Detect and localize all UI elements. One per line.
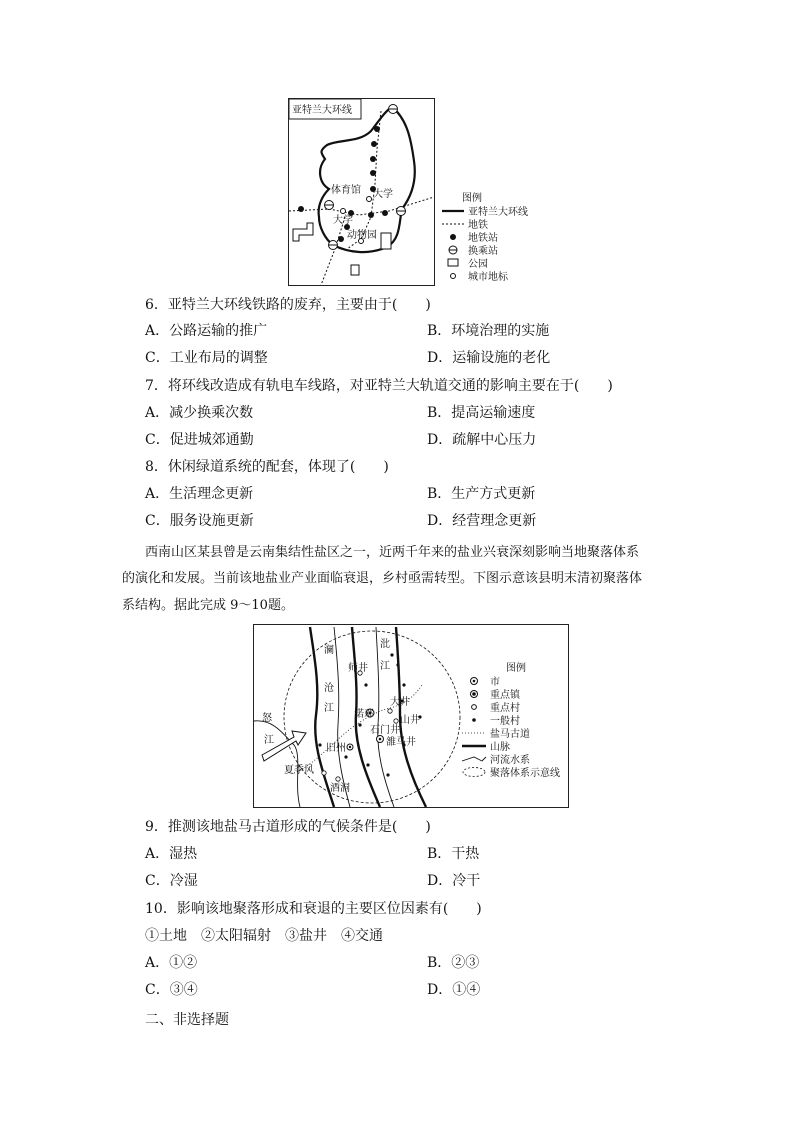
place-jiuzhou: 旧州 (326, 743, 346, 754)
river-label-nu-jiang: 江 (264, 735, 274, 746)
atlanta-legend-svg (440, 190, 550, 286)
legend2-system-line: 聚落体系示意线 (490, 768, 560, 779)
atlanta-legend (440, 190, 550, 286)
q6-option-d[interactable]: D．运输设施的老化 (427, 350, 551, 366)
passage-line-1: 西南山区某县曾是云南集结性盐区之一，近两千年来的盐业兴衰深刻影响当地聚落体系 (145, 545, 640, 560)
legend1-station: 地铁站 (468, 233, 498, 244)
landmark-stadium (341, 209, 346, 214)
q10-option-a[interactable]: A．①② (145, 955, 198, 971)
river-label-jiang: 江 (324, 703, 334, 714)
legend1-landmark: 城市地标 (468, 272, 508, 283)
metro-line-sw (321, 217, 345, 285)
river-label-bi-jiang: 江 (380, 661, 390, 672)
legend1-transfer: 换乘站 (468, 246, 498, 257)
q6-option-a[interactable]: A．公路运输的推广 (145, 323, 268, 339)
q8-option-c[interactable]: C．服务设施更新 (145, 513, 254, 529)
q8-option-a[interactable]: A．生活理念更新 (145, 486, 254, 502)
label-stadium: 体育馆 (331, 185, 361, 196)
salt-map-legend (462, 661, 560, 779)
river-label-bi: 沘 (380, 639, 390, 650)
q9-option-c[interactable]: C．冷湿 (145, 873, 198, 889)
label-univ-2: 大学 (333, 215, 353, 226)
legend1-park: 公园 (468, 259, 488, 270)
q7-option-c[interactable]: C．促进城郊通勤 (145, 432, 254, 448)
q10-option-d[interactable]: D．①④ (427, 982, 481, 998)
river-label-cang: 沧 (324, 683, 334, 694)
atlanta-map-svg (289, 99, 434, 285)
atlanta-map-figure (288, 98, 435, 286)
salt-road-map-svg (254, 625, 568, 807)
q7-option-b[interactable]: B．提高运输速度 (427, 405, 536, 421)
map-title: 亚特兰大环线 (292, 105, 352, 116)
place-dajing: 大井 (390, 697, 410, 708)
legend2-mountain: 山脉 (490, 742, 510, 753)
park-1 (381, 233, 391, 249)
question-8-stem: 8．休闲绿道系统的配套，体现了( ) (145, 459, 389, 475)
salt-road-map-figure (253, 624, 569, 808)
question-6-stem: 6．亚特兰大环线铁路的废弃，主要由于( ) (145, 297, 431, 313)
q9-option-b[interactable]: B．干热 (427, 846, 480, 862)
landmark-univ (367, 197, 372, 202)
q6-option-c[interactable]: C．工业布局的调整 (145, 350, 268, 366)
park-2 (351, 265, 359, 275)
passage-line-3: 系结构。据此完成 9～10题。 (122, 598, 294, 613)
q10-option-b[interactable]: B．②③ (427, 955, 480, 971)
key-town-jiuzhou-core (349, 746, 351, 748)
section-heading: 二、非选择题 (145, 1012, 229, 1028)
legend2-city: 市 (490, 677, 500, 688)
legend2-key-town: 重点镇 (490, 690, 520, 701)
label-univ: 大学 (373, 189, 393, 200)
place-jiudong: 酒洞 (330, 783, 350, 794)
place-shimenjing: 石门井 (370, 725, 400, 736)
place-jiumajing: 雒马井 (386, 737, 416, 748)
question-9-stem: 9．推测该地盐马古道形成的气候条件是( ) (145, 819, 431, 835)
legend2-river: 河流水系 (490, 755, 530, 766)
legend1-beltline: 亚特兰大环线 (468, 207, 528, 218)
place-nuodeng: 诺邓 (354, 709, 374, 720)
q10-option-c[interactable]: C．③④ (145, 982, 198, 998)
place-shanjing: 山井 (400, 715, 420, 726)
key-town-marker-core (379, 738, 382, 741)
metro-line-ew (289, 197, 434, 215)
q7-option-a[interactable]: A．减少换乘次数 (145, 405, 254, 421)
place-shijing: 师井 (348, 663, 368, 674)
legend2-salt-road: 盐马古道 (490, 729, 530, 740)
question-7-stem: 7．将环线改造成有轨电车线路，对亚特兰大轨道交通的影响主要在于( ) (145, 378, 613, 394)
q10-sub-items: ①土地 ②太阳辐射 ③盐井 ④交通 (145, 928, 383, 944)
q9-option-d[interactable]: D．冷干 (427, 873, 481, 889)
legend2-title: 图例 (506, 663, 526, 674)
legend2-key-village: 重点村 (490, 703, 520, 714)
q8-option-b[interactable]: B．生产方式更新 (427, 486, 536, 502)
river-label-nu: 怒 (262, 713, 272, 724)
passage-line-2: 的演化和发展。当前该地盐业产业面临衰退，乡村亟需转型。下图示意该县明末清初聚落体 (122, 571, 643, 586)
legend2-village: 一般村 (490, 716, 520, 727)
q6-option-b[interactable]: B．环境治理的实施 (427, 323, 550, 339)
q8-option-d[interactable]: D．经营理念更新 (427, 513, 537, 529)
legend1-title: 图例 (462, 193, 482, 204)
question-10-stem: 10．影响该地聚落形成和衰退的主要区位因素有( ) (145, 901, 482, 917)
place-xiaqingfeng: 夏季风 (284, 765, 314, 776)
park-3 (293, 223, 313, 241)
q9-option-a[interactable]: A．湿热 (145, 846, 198, 862)
river-label-lan: 澜 (324, 645, 334, 656)
transfer-stations (325, 105, 406, 250)
q7-option-d[interactable]: D．疏解中心压力 (427, 432, 537, 448)
label-zoo: 动物园 (347, 230, 377, 241)
legend1-metro: 地铁 (468, 220, 488, 231)
